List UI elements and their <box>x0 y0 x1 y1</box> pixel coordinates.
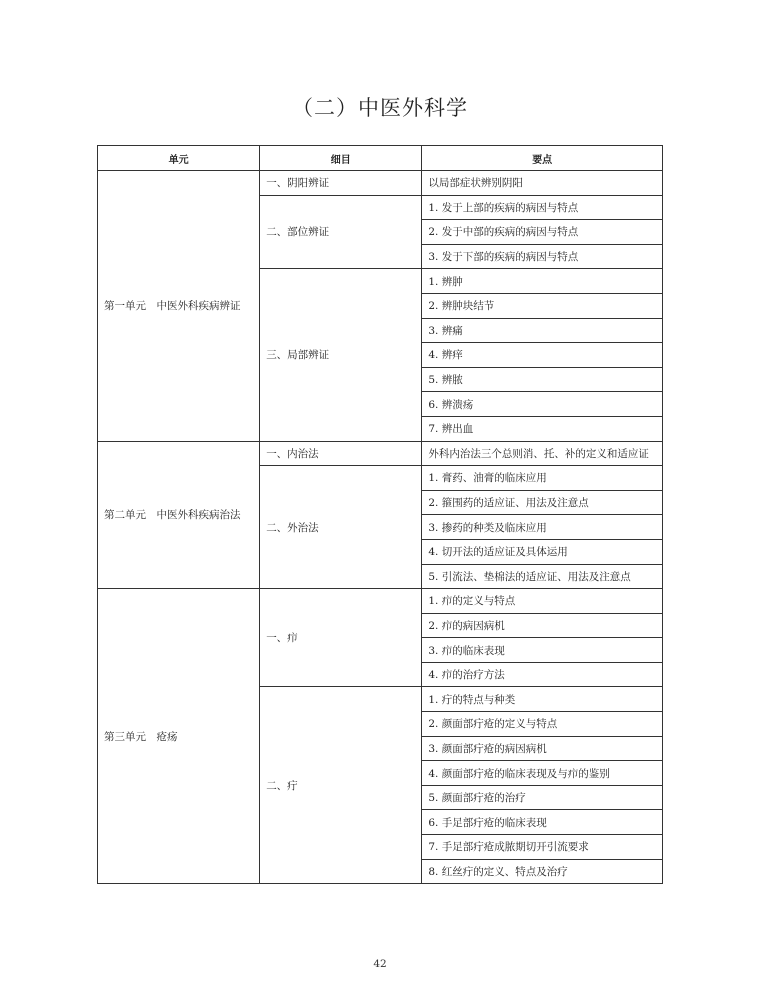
point-cell: 2. 发于中部的疾病的病因与特点 <box>422 220 663 245</box>
detail-cell: 二、部位辨证 <box>260 195 422 269</box>
table-row <box>98 171 663 196</box>
point-cell: 6. 辨溃疡 <box>422 392 663 417</box>
point-cell: 以局部症状辨别阴阳 <box>422 171 663 196</box>
detail-cell: 一、阴阳辨证 <box>260 171 422 196</box>
table-header-row <box>98 146 663 171</box>
point-cell: 6. 手足部疔疮的临床表现 <box>422 810 663 835</box>
unit-cell: 第二单元 中医外科疾病治法 <box>98 441 260 589</box>
point-cell: 3. 颜面部疔疮的病因病机 <box>422 736 663 761</box>
header-point: 要点 <box>422 146 663 171</box>
point-cell: 4. 疖的治疗方法 <box>422 662 663 687</box>
point-cell: 1. 发于上部的疾病的病因与特点 <box>422 195 663 220</box>
point-cell: 2. 箍围药的适应证、用法及注意点 <box>422 490 663 515</box>
point-cell: 7. 辨出血 <box>422 416 663 441</box>
point-cell: 7. 手足部疔疮成脓期切开引流要求 <box>422 835 663 860</box>
point-cell: 5. 颜面部疔疮的治疗 <box>422 785 663 810</box>
detail-cell: 一、疖 <box>260 589 422 687</box>
page-number: 42 <box>373 958 387 970</box>
point-cell: 4. 辨痒 <box>422 343 663 368</box>
point-cell: 1. 辨肿 <box>422 269 663 294</box>
header-unit: 单元 <box>98 146 260 171</box>
point-cell: 4. 颜面部疔疮的临床表现及与疖的鉴别 <box>422 761 663 786</box>
point-cell: 5. 辨脓 <box>422 367 663 392</box>
header-detail: 细目 <box>260 146 422 171</box>
point-cell: 5. 引流法、垫棉法的适应证、用法及注意点 <box>422 564 663 589</box>
point-cell: 1. 疔的特点与种类 <box>422 687 663 712</box>
table-row <box>98 441 663 466</box>
point-cell: 2. 辨肿块结节 <box>422 293 663 318</box>
point-cell: 3. 辨痛 <box>422 318 663 343</box>
point-cell: 3. 掺药的种类及临床应用 <box>422 515 663 540</box>
table-body <box>98 171 663 884</box>
point-cell: 外科内治法三个总则消、托、补的定义和适应证 <box>422 441 663 466</box>
detail-cell: 三、局部辨证 <box>260 269 422 441</box>
point-cell: 3. 疖的临床表现 <box>422 638 663 663</box>
point-cell: 2. 疖的病因病机 <box>422 613 663 638</box>
unit-cell: 第三单元 疮疡 <box>98 589 260 884</box>
unit-cell: 第一单元 中医外科疾病辨证 <box>98 171 260 442</box>
point-cell: 4. 切开法的适应证及具体运用 <box>422 539 663 564</box>
detail-cell: 二、疔 <box>260 687 422 884</box>
table-row <box>98 589 663 614</box>
detail-cell: 一、内治法 <box>260 441 422 466</box>
point-cell: 1. 疖的定义与特点 <box>422 589 663 614</box>
point-cell: 2. 颜面部疔疮的定义与特点 <box>422 712 663 737</box>
page-title: （二）中医外科学 <box>292 96 468 120</box>
syllabus-table <box>97 145 663 884</box>
point-cell: 8. 红丝疔的定义、特点及治疗 <box>422 859 663 884</box>
point-cell: 1. 膏药、油膏的临床应用 <box>422 466 663 491</box>
point-cell: 3. 发于下部的疾病的病因与特点 <box>422 244 663 269</box>
detail-cell: 二、外治法 <box>260 466 422 589</box>
